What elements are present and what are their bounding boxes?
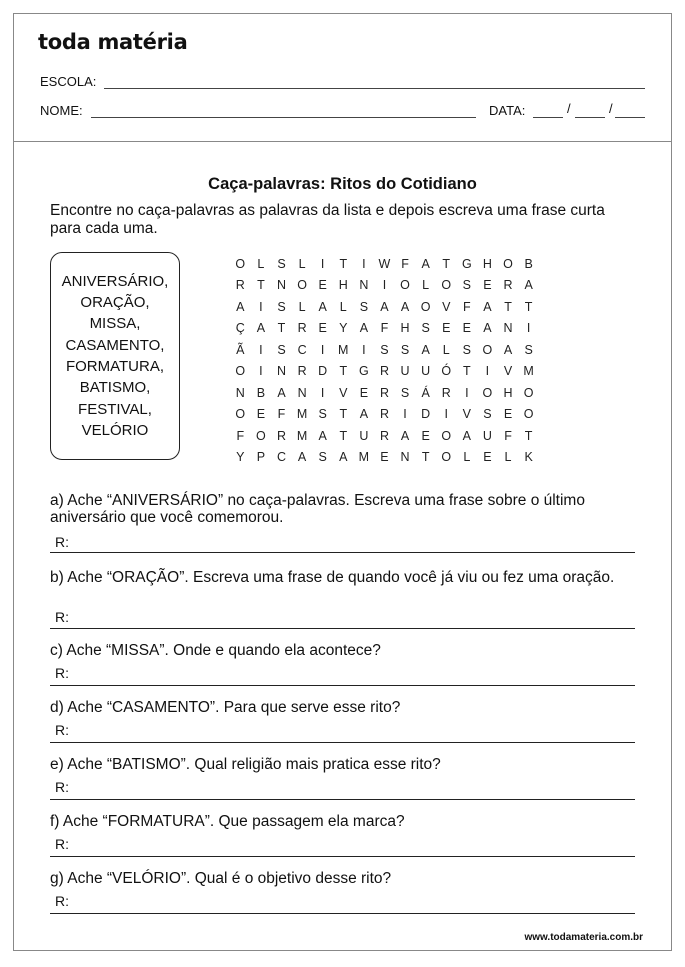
- grid-letter[interactable]: U: [400, 364, 410, 379]
- grid-letter[interactable]: I: [259, 299, 263, 314]
- grid-letter[interactable]: U: [359, 428, 369, 443]
- grid-letter[interactable]: D: [421, 407, 431, 422]
- grid-letter[interactable]: E: [442, 321, 451, 336]
- grid-letter[interactable]: U: [421, 364, 431, 379]
- question-text: g) Ache “VELÓRIO”. Qual é o objetivo desse rito?: [50, 870, 392, 887]
- grid-letter[interactable]: R: [503, 278, 513, 293]
- grid-letter[interactable]: T: [463, 364, 471, 379]
- grid-letter[interactable]: V: [462, 407, 471, 422]
- grid-letter[interactable]: V: [503, 364, 513, 379]
- grid-letter[interactable]: E: [359, 385, 369, 400]
- answer-label: R:: [55, 534, 69, 550]
- grid-letter[interactable]: Y: [236, 450, 245, 465]
- grid-letter[interactable]: L: [339, 299, 347, 314]
- grid-letter[interactable]: T: [524, 428, 533, 443]
- grid-letter[interactable]: L: [298, 299, 306, 314]
- word-list-item: ANIVERSÁRIO,: [61, 272, 169, 290]
- grid-letter[interactable]: F: [463, 299, 471, 314]
- grid-letter[interactable]: L: [442, 342, 450, 357]
- grid-letter[interactable]: S: [277, 256, 286, 271]
- grid-letter[interactable]: A: [318, 428, 327, 443]
- grid-letter[interactable]: K: [524, 450, 533, 465]
- grid-letter[interactable]: H: [338, 278, 348, 293]
- answer-label: R:: [55, 779, 69, 795]
- grid-row: [230, 253, 550, 275]
- grid-letter[interactable]: S: [421, 321, 430, 336]
- grid-letter[interactable]: R: [379, 428, 389, 443]
- grid-row: [230, 361, 550, 383]
- grid-letter[interactable]: A: [339, 450, 348, 465]
- grid-letter[interactable]: I: [362, 256, 366, 271]
- grid-letter[interactable]: E: [318, 321, 327, 336]
- word-list-box: [50, 252, 180, 460]
- question-text: e) Ache “BATISMO”. Qual religião mais pratica esse rito?: [50, 756, 441, 773]
- grid-letter[interactable]: M: [358, 450, 370, 465]
- grid-letter[interactable]: O: [256, 428, 266, 443]
- question-text: b) Ache “ORAÇÃO”. Escreva uma frase de quando você já viu ou fez uma oração.: [50, 569, 615, 586]
- grid-letter[interactable]: E: [380, 450, 389, 465]
- grid-letter[interactable]: R: [379, 385, 389, 400]
- grid-letter[interactable]: E: [256, 407, 266, 422]
- date-day-field[interactable]: [533, 117, 563, 118]
- grid-letter[interactable]: F: [236, 428, 245, 443]
- question-text: f) Ache “FORMATURA”. Que passagem ela marca?: [50, 813, 405, 830]
- grid-letter[interactable]: L: [298, 256, 306, 271]
- grid-letter[interactable]: R: [235, 278, 245, 293]
- grid-letter[interactable]: M: [338, 342, 349, 357]
- answer-line[interactable]: [50, 856, 635, 857]
- grid-letter[interactable]: L: [504, 450, 512, 465]
- grid-row: [230, 404, 550, 426]
- grid-letter[interactable]: A: [318, 299, 327, 314]
- grid-letter[interactable]: A: [236, 299, 245, 314]
- grid-letter[interactable]: S: [318, 407, 327, 422]
- grid-letter[interactable]: R: [379, 407, 389, 422]
- grid-letter[interactable]: A: [421, 256, 430, 271]
- grid-letter[interactable]: O: [441, 450, 452, 465]
- grid-letter[interactable]: D: [318, 364, 328, 379]
- grid-letter[interactable]: A: [400, 428, 410, 443]
- grid-letter[interactable]: Y: [339, 321, 348, 336]
- grid-letter[interactable]: L: [463, 450, 471, 465]
- grid-letter[interactable]: O: [441, 278, 452, 293]
- grid-letter[interactable]: T: [504, 299, 512, 314]
- grid-letter[interactable]: P: [256, 450, 266, 465]
- page-frame: [13, 13, 672, 951]
- answer-label: R:: [55, 609, 69, 625]
- answer-label: R:: [55, 836, 69, 852]
- answer-label: R:: [55, 893, 69, 909]
- grid-letter[interactable]: I: [382, 278, 387, 293]
- date-year-field[interactable]: [615, 117, 645, 118]
- grid-letter[interactable]: T: [339, 256, 348, 271]
- grid-letter[interactable]: I: [444, 407, 448, 422]
- grid-letter[interactable]: T: [339, 428, 348, 443]
- grid-letter[interactable]: G: [358, 364, 369, 379]
- grid-letter[interactable]: H: [503, 385, 513, 400]
- grid-letter[interactable]: N: [400, 450, 410, 465]
- grid-letter[interactable]: C: [297, 342, 307, 357]
- grid-letter[interactable]: T: [442, 256, 451, 271]
- grid-letter[interactable]: S: [359, 299, 369, 314]
- answer-line[interactable]: [50, 799, 635, 800]
- grid-letter[interactable]: T: [339, 407, 348, 422]
- answer-line[interactable]: [50, 552, 635, 553]
- grid-letter[interactable]: I: [259, 364, 263, 379]
- answer-label: R:: [55, 665, 69, 681]
- grid-letter[interactable]: T: [339, 364, 348, 379]
- grid-letter[interactable]: S: [462, 278, 471, 293]
- grid-letter[interactable]: T: [277, 321, 286, 336]
- grid-letter[interactable]: O: [420, 299, 431, 314]
- grid-row: [230, 275, 550, 297]
- grid-letter[interactable]: S: [400, 342, 410, 357]
- footer-url: www.todamateria.com.br: [524, 932, 643, 943]
- grid-letter[interactable]: A: [380, 299, 389, 314]
- instructions-text: Encontre no caça-palavras as palavras da lista e depois escreva uma frase curta para cada uma.: [50, 202, 605, 237]
- grid-letter[interactable]: A: [297, 450, 307, 465]
- question-text: a) Ache “ANIVERSÁRIO” no caça-palavras. Escreva uma frase sobre o último aniversário que você comemorou.: [50, 492, 585, 526]
- grid-letter[interactable]: Ó: [441, 364, 452, 379]
- grid-letter[interactable]: A: [277, 385, 286, 400]
- grid-letter[interactable]: O: [523, 385, 534, 400]
- grid-letter[interactable]: S: [483, 407, 492, 422]
- question-text: d) Ache “CASAMENTO”. Para que serve esse rito?: [50, 699, 401, 716]
- grid-letter[interactable]: R: [297, 321, 307, 336]
- grid-row: [230, 318, 550, 340]
- grid-letter[interactable]: O: [235, 364, 246, 379]
- grid-letter[interactable]: L: [422, 278, 430, 293]
- grid-letter[interactable]: C: [276, 450, 286, 465]
- grid-row: [230, 296, 550, 318]
- grid-letter[interactable]: Ã: [236, 342, 245, 357]
- grid-letter[interactable]: Á: [421, 385, 430, 400]
- grid-letter[interactable]: M: [296, 428, 308, 443]
- grid-letter[interactable]: G: [461, 256, 472, 271]
- grid-letter[interactable]: I: [465, 385, 469, 400]
- grid-letter[interactable]: T: [524, 299, 533, 314]
- grid-letter[interactable]: R: [441, 385, 451, 400]
- grid-letter[interactable]: E: [462, 321, 471, 336]
- grid-row: [230, 425, 550, 447]
- grid-letter[interactable]: E: [421, 428, 430, 443]
- word-list-item: MISSA,: [89, 315, 141, 333]
- word-list-item: VELÓRIO: [81, 421, 149, 439]
- answer-label: R:: [55, 722, 69, 738]
- grid-letter[interactable]: H: [400, 321, 410, 336]
- grid-letter[interactable]: S: [277, 299, 286, 314]
- grid-letter[interactable]: S: [277, 342, 286, 357]
- grid-letter[interactable]: L: [257, 256, 265, 271]
- grid-letter[interactable]: N: [297, 385, 307, 400]
- grid-letter[interactable]: O: [482, 385, 493, 400]
- escola-label: ESCOLA:: [40, 74, 97, 89]
- date-separator: /: [609, 101, 613, 116]
- answer-line[interactable]: [50, 628, 635, 629]
- grid-letter[interactable]: U: [482, 428, 492, 443]
- grid-row: [230, 339, 550, 361]
- date-month-field[interactable]: [575, 117, 605, 118]
- grid-letter[interactable]: E: [483, 450, 492, 465]
- grid-row: [230, 382, 550, 404]
- grid-letter[interactable]: I: [259, 342, 263, 357]
- grid-letter[interactable]: I: [320, 342, 325, 357]
- word-list-item: CASAMENTO,: [65, 336, 165, 354]
- answer-line[interactable]: [50, 742, 635, 743]
- grid-letter[interactable]: O: [235, 407, 246, 422]
- grid-letter[interactable]: E: [483, 278, 492, 293]
- grid-letter[interactable]: B: [256, 385, 266, 400]
- grid-letter[interactable]: F: [504, 428, 512, 443]
- question-text: c) Ache “MISSA”. Onde e quando ela acontece?: [50, 642, 381, 659]
- date-separator: /: [567, 101, 571, 116]
- word-list-item: FORMATURA,: [65, 358, 165, 375]
- grid-letter[interactable]: B: [524, 256, 533, 271]
- grid-letter[interactable]: A: [359, 407, 369, 422]
- grid-letter[interactable]: T: [421, 450, 430, 465]
- grid-letter[interactable]: M: [523, 364, 534, 379]
- grid-letter[interactable]: T: [257, 278, 265, 293]
- grid-letter[interactable]: S: [524, 342, 533, 357]
- grid-letter[interactable]: S: [318, 450, 327, 465]
- grid-letter[interactable]: O: [235, 256, 246, 271]
- grid-letter[interactable]: O: [503, 256, 513, 271]
- grid-letter[interactable]: A: [359, 321, 369, 336]
- grid-letter[interactable]: R: [379, 364, 389, 379]
- grid-letter[interactable]: Ç: [235, 321, 245, 336]
- grid-letter[interactable]: I: [485, 364, 490, 379]
- grid-letter[interactable]: O: [400, 278, 410, 293]
- grid-letter[interactable]: N: [503, 321, 513, 336]
- grid-letter[interactable]: A: [503, 342, 513, 357]
- grid-letter[interactable]: O: [441, 428, 452, 443]
- grid-row: [230, 447, 550, 469]
- grid-letter[interactable]: I: [526, 321, 531, 336]
- data-label: DATA:: [489, 103, 526, 118]
- grid-letter[interactable]: A: [421, 342, 430, 357]
- word-list-item: BATISMO,: [79, 379, 151, 397]
- escola-field[interactable]: [104, 88, 645, 89]
- grid-letter[interactable]: F: [380, 321, 389, 336]
- grid-letter[interactable]: S: [380, 342, 389, 357]
- grid-letter[interactable]: F: [277, 407, 286, 422]
- answer-line[interactable]: [50, 913, 635, 914]
- nome-label: NOME:: [40, 103, 83, 118]
- grid-letter[interactable]: I: [403, 407, 407, 422]
- header-divider: [13, 141, 672, 142]
- grid-letter[interactable]: A: [524, 278, 533, 293]
- grid-letter[interactable]: N: [359, 278, 369, 293]
- grid-letter[interactable]: F: [401, 256, 409, 271]
- answer-line[interactable]: [50, 685, 635, 686]
- word-list-item: FESTIVAL,: [78, 400, 152, 418]
- word-search-grid: [230, 253, 550, 468]
- page-title: Caça-palavras: Ritos do Cotidiano: [208, 175, 477, 193]
- grid-letter[interactable]: I: [320, 385, 325, 400]
- grid-letter[interactable]: I: [362, 342, 366, 357]
- brand-logo: toda matéria: [38, 30, 188, 54]
- grid-letter[interactable]: A: [483, 299, 492, 314]
- grid-letter[interactable]: A: [256, 321, 266, 336]
- grid-letter[interactable]: A: [483, 321, 492, 336]
- grid-letter[interactable]: R: [276, 428, 286, 443]
- word-list-item: ORAÇÃO,: [80, 294, 150, 312]
- grid-letter[interactable]: N: [235, 385, 245, 400]
- grid-letter[interactable]: V: [339, 385, 348, 400]
- grid-letter[interactable]: W: [378, 256, 391, 271]
- grid-letter[interactable]: S: [400, 385, 410, 400]
- grid-letter[interactable]: N: [276, 278, 286, 293]
- grid-letter[interactable]: H: [482, 256, 492, 271]
- grid-letter[interactable]: M: [296, 407, 308, 422]
- grid-letter[interactable]: V: [442, 299, 451, 314]
- grid-letter[interactable]: R: [297, 364, 307, 379]
- grid-letter[interactable]: I: [320, 256, 325, 271]
- grid-letter[interactable]: A: [400, 299, 410, 314]
- grid-letter[interactable]: O: [297, 278, 307, 293]
- grid-letter[interactable]: N: [276, 364, 286, 379]
- grid-letter[interactable]: S: [462, 342, 471, 357]
- nome-field[interactable]: [91, 117, 476, 118]
- grid-letter[interactable]: O: [523, 407, 534, 422]
- grid-letter[interactable]: O: [482, 342, 493, 357]
- grid-letter[interactable]: A: [462, 428, 471, 443]
- grid-letter[interactable]: E: [503, 407, 513, 422]
- grid-letter[interactable]: E: [318, 278, 327, 293]
